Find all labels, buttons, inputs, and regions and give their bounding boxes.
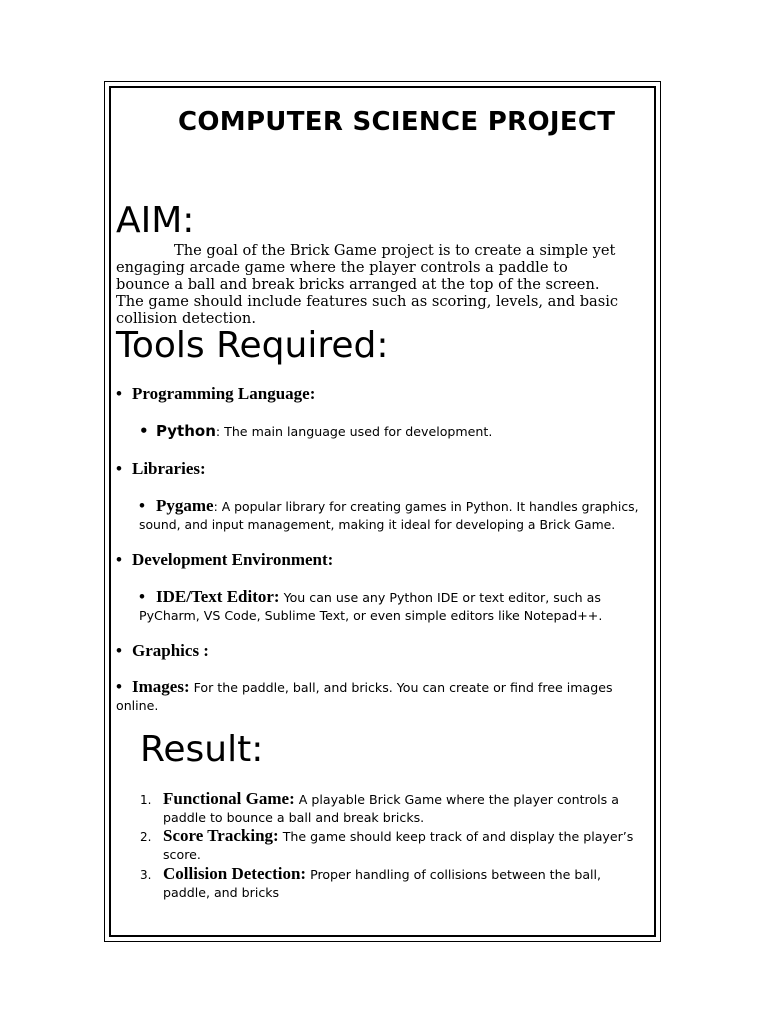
dev-environment-label: Development Environment: bbox=[132, 550, 334, 569]
list-number: 2. bbox=[140, 830, 152, 844]
bullet-dot: • bbox=[116, 550, 122, 569]
bullet-dot: • bbox=[139, 587, 145, 606]
pygame-desc-line: sound, and input management, making it ideal for developing a Brick Game. bbox=[139, 517, 616, 532]
aim-line: The goal of the Brick Game project is to create a simple yet bbox=[174, 242, 616, 259]
list-number: 1. bbox=[140, 793, 152, 807]
aim-line: The game should include features such as scoring, levels, and basic bbox=[116, 293, 619, 310]
bullet-libraries bbox=[116, 459, 206, 479]
images-desc-line: For the paddle, ball, and bricks. You can create or find free images bbox=[189, 680, 613, 695]
bullet-dot: • bbox=[139, 422, 149, 440]
result-desc-line: score. bbox=[163, 847, 201, 862]
python-desc: : The main language used for development. bbox=[215, 424, 493, 439]
result-item-1 bbox=[140, 789, 619, 825]
pygame-term: Pygame bbox=[156, 496, 214, 515]
programming-language-label: Programming Language: bbox=[132, 384, 316, 403]
pygame-desc-line: : A popular library for creating games in Python. It handles graphics, bbox=[213, 499, 639, 514]
images-desc-line: online. bbox=[116, 698, 159, 713]
document-title: COMPUTER SCIENCE PROJECT bbox=[178, 107, 616, 137]
aim-heading: AIM: bbox=[116, 200, 195, 241]
aim-line: bounce a ball and break bricks arranged at the top of the screen. bbox=[116, 276, 600, 293]
bullet-graphics bbox=[116, 641, 209, 661]
graphics-label: Graphics : bbox=[132, 641, 209, 660]
result-desc-line: paddle, and bricks bbox=[163, 885, 280, 900]
ide-desc-line: PyCharm, VS Code, Sublime Text, or even simple editors like Notepad++. bbox=[139, 608, 603, 623]
result-term: Collision Detection: bbox=[163, 864, 307, 883]
ide-term: IDE/Text Editor: bbox=[156, 587, 280, 606]
bullet-dev-environment bbox=[116, 550, 333, 570]
aim-line: engaging arcade game where the player controls a paddle to bbox=[116, 259, 568, 276]
aim-paragraph bbox=[116, 242, 656, 327]
bullet-images bbox=[116, 677, 613, 713]
bullet-python bbox=[139, 422, 492, 441]
result-desc-line: The game should keep track of and display the player’s bbox=[278, 829, 634, 844]
result-desc-line: A playable Brick Game where the player controls a bbox=[294, 792, 619, 807]
aim-line: collision detection. bbox=[116, 310, 256, 327]
tools-heading: Tools Required: bbox=[116, 325, 389, 366]
result-item-3 bbox=[140, 864, 601, 900]
ide-desc-line: You can use any Python IDE or text editor, such as bbox=[279, 590, 601, 605]
bullet-ide bbox=[139, 587, 602, 623]
result-desc-line: Proper handling of collisions between the ball, bbox=[306, 867, 602, 882]
result-term: Score Tracking: bbox=[163, 826, 279, 845]
list-number: 3. bbox=[140, 868, 152, 882]
images-term: Images: bbox=[132, 677, 190, 696]
bullet-dot: • bbox=[139, 496, 145, 515]
libraries-label: Libraries: bbox=[132, 459, 206, 478]
result-item-2 bbox=[140, 826, 633, 862]
bullet-dot: • bbox=[116, 459, 122, 478]
bullet-dot: • bbox=[116, 677, 122, 696]
bullet-dot: • bbox=[116, 641, 122, 660]
result-desc-line: paddle to bounce a ball and break bricks. bbox=[163, 810, 425, 825]
result-term: Functional Game: bbox=[163, 789, 295, 808]
bullet-programming-language bbox=[116, 384, 315, 404]
bullet-dot: • bbox=[116, 384, 122, 403]
result-heading: Result: bbox=[140, 729, 264, 770]
bullet-pygame bbox=[139, 496, 639, 532]
python-term: Python bbox=[156, 422, 216, 440]
